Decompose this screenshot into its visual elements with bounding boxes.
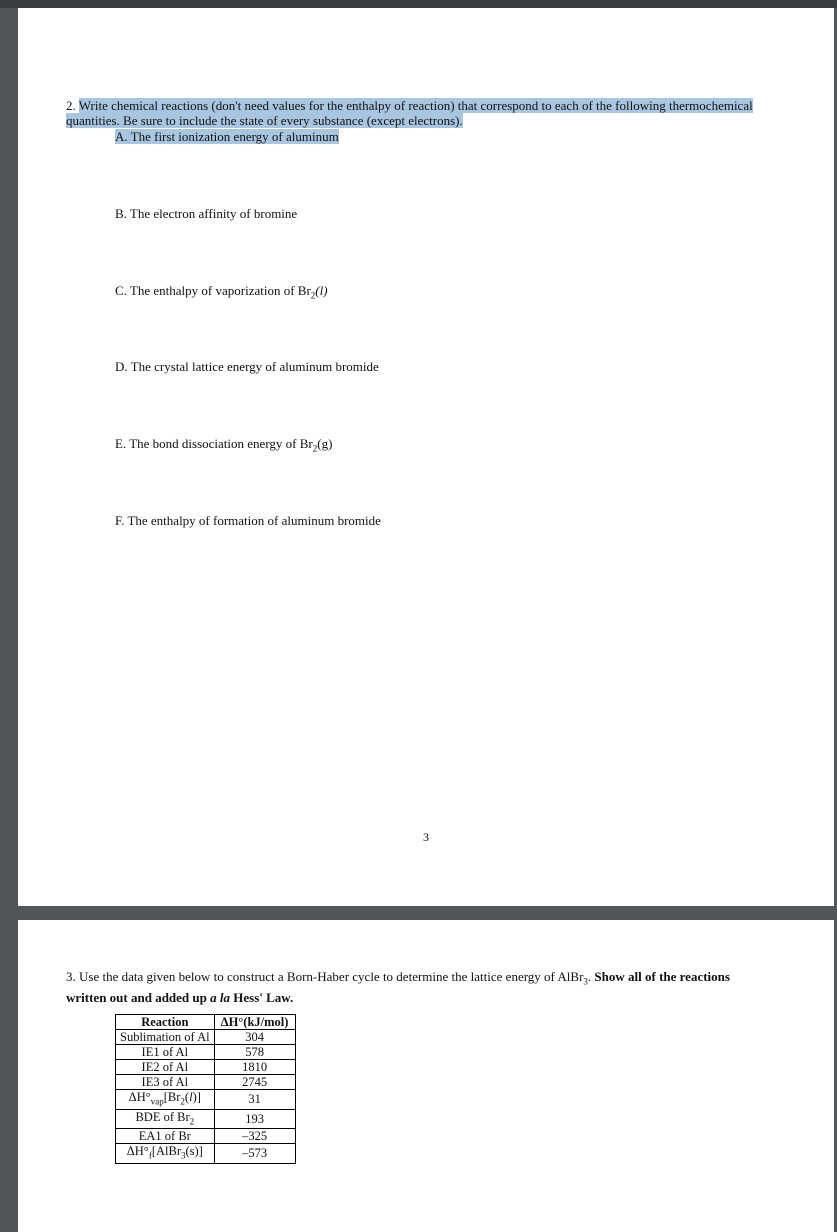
reaction-cell: Sublimation of Al xyxy=(116,1030,215,1045)
item-e-text: E. The bond dissociation energy of Br xyxy=(115,436,313,451)
question-3-bold-2: written out and added up xyxy=(66,989,211,1005)
question-3-punct: . xyxy=(587,969,595,984)
born-haber-data-table xyxy=(115,1014,296,1164)
item-c-state: (l) xyxy=(315,283,328,298)
header-reaction: Reaction xyxy=(116,1015,215,1030)
question-3-subscript: 3 xyxy=(583,976,588,987)
enthalpy-cell: 304 xyxy=(214,1030,295,1045)
question-3-italic: a la xyxy=(210,989,230,1005)
item-c-text: C. The enthalpy of vaporization of Br xyxy=(115,283,311,298)
table-header-row xyxy=(116,1015,296,1030)
reaction-cell: BDE of $Br_2$ xyxy=(116,1109,215,1129)
enthalpy-cell: 1810 xyxy=(214,1060,295,1075)
reaction-cell: $\Delta H^\circ_{vap}[Br_2(l)]$ xyxy=(116,1090,215,1110)
item-e-subscript: 2 xyxy=(312,443,318,454)
item-a xyxy=(115,129,339,145)
reaction-cell: EA1 of Br xyxy=(116,1129,215,1144)
question-3-text: 3. Use the data given below to construct a Born-Haber cycle to determine the lattice energy of AlBr xyxy=(66,969,584,984)
item-e-state: (g) xyxy=(317,436,333,451)
document-page-3 xyxy=(18,8,834,906)
item-e xyxy=(115,436,332,454)
page-number: 3 xyxy=(423,830,429,844)
enthalpy-cell: –573 xyxy=(214,1144,295,1164)
table-row xyxy=(116,1030,296,1045)
header-enthalpy: ΔH°(kJ/mol) xyxy=(214,1015,295,1030)
table-row xyxy=(116,1109,296,1129)
table-row xyxy=(116,1129,296,1144)
item-b: B. The electron affinity of bromine xyxy=(115,206,298,221)
reaction-cell: IE1 of Al xyxy=(116,1045,215,1060)
enthalpy-cell: 2745 xyxy=(214,1075,295,1090)
table-row xyxy=(116,1060,296,1075)
question-2-number: 2. xyxy=(66,98,76,113)
enthalpy-cell: 578 xyxy=(214,1045,295,1060)
reaction-cell: IE2 of Al xyxy=(116,1060,215,1075)
document-page-4 xyxy=(18,920,834,1232)
item-c-subscript: 2 xyxy=(310,290,316,301)
question-3 xyxy=(66,969,766,1006)
viewer-top-bar xyxy=(0,0,837,8)
enthalpy-cell: 31 xyxy=(214,1090,295,1110)
table-row xyxy=(116,1144,296,1164)
enthalpy-cell: –325 xyxy=(214,1129,295,1144)
question-2-line-1: Write chemical reactions (don't need values for the enthalpy of reaction) that correspond to each of the following thermochemical xyxy=(78,98,753,113)
question-2-line-2: quantities. Be sure to include the state of every substance (except electrons). xyxy=(66,113,463,128)
table-row xyxy=(116,1090,296,1110)
question-3-bold-3: Hess' Law. xyxy=(230,989,294,1005)
question-3-bold-1: Show all of the reactions xyxy=(594,969,730,984)
reaction-cell: IE3 of Al xyxy=(116,1075,215,1090)
enthalpy-cell: 193 xyxy=(214,1109,295,1129)
item-f: F. The enthalpy of formation of aluminum bromide xyxy=(115,513,381,528)
item-c xyxy=(115,283,328,301)
reaction-cell: $\Delta H^\circ_f[AlBr_3(s)]$ xyxy=(116,1144,215,1164)
question-2 xyxy=(66,98,806,128)
item-a-text: A. The first ionization energy of aluminum xyxy=(115,129,339,144)
item-d: D. The crystal lattice energy of aluminum bromide xyxy=(115,359,379,374)
table-row xyxy=(116,1045,296,1060)
table-row xyxy=(116,1075,296,1090)
